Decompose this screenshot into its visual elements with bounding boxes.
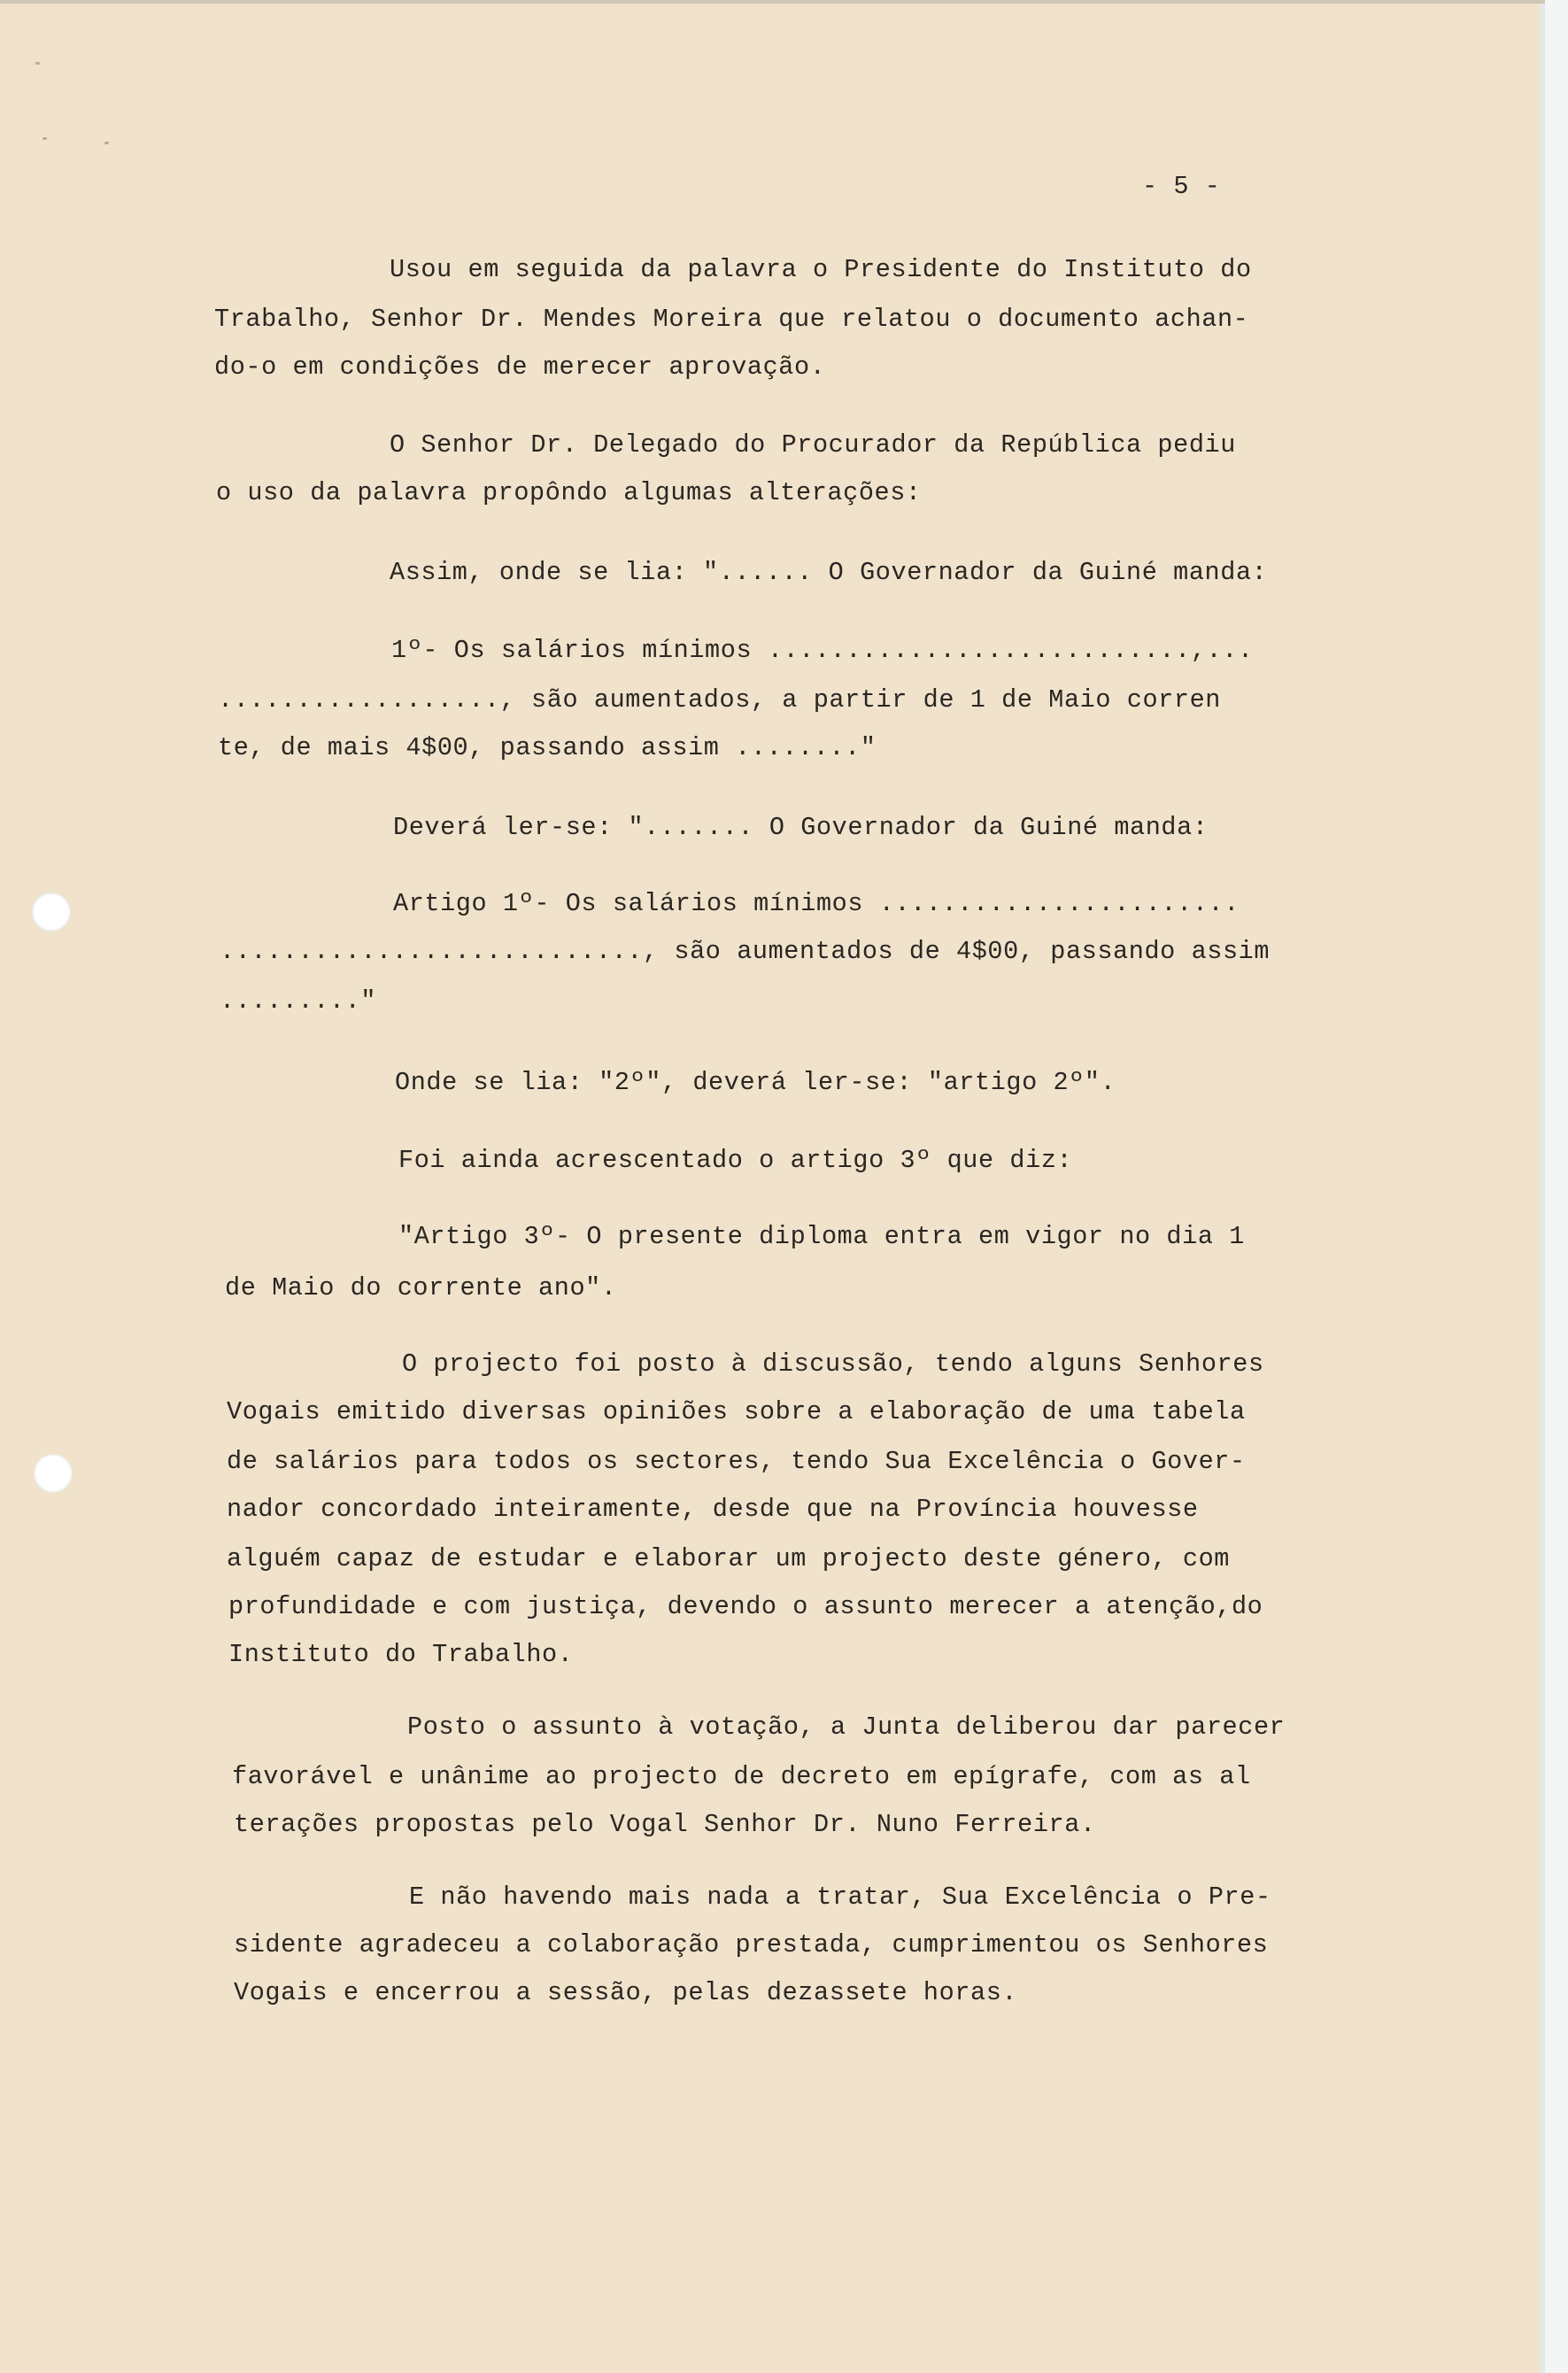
paragraph-1-line-3: do-o em condições de merecer aprovação.	[214, 352, 826, 382]
paragraph-2-line-2: o uso da palavra propôndo algumas alterações:	[216, 478, 922, 507]
paragraph-10-line-3: de salários para todos os sectores, tendo Sua Excelência o Gover-	[227, 1447, 1246, 1476]
scan-background-edge	[1545, 0, 1568, 2373]
paragraph-10-line-6: profundidade e com justiça, devendo o assunto merecer a atenção,do	[228, 1592, 1263, 1621]
paragraph-9-line-2: de Maio do corrente ano".	[225, 1273, 617, 1302]
paragraph-6-line-1: Artigo 1º- Os salários mínimos .......................	[393, 889, 1240, 918]
paragraph-10-line-2: Vogais emitido diversas opiniões sobre a elaboração de uma tabela	[227, 1397, 1246, 1426]
paragraph-5-line-1: Deverá ler-se: "....... O Governador da Guiné manda:	[393, 813, 1209, 842]
paragraph-6-line-3: ........."	[220, 986, 377, 1016]
paragraph-6-line-2: ..........................., são aumentados de 4$00, passando assim	[220, 937, 1271, 966]
page-number: - 5 -	[1142, 172, 1221, 201]
page-top-edge	[0, 0, 1545, 4]
paragraph-12-line-3: Vogais e encerrou a sessão, pelas dezassete horas.	[234, 1978, 1018, 2007]
paper-speck	[35, 62, 40, 65]
paragraph-1-line-2: Trabalho, Senhor Dr. Mendes Moreira que relatou o documento achan-	[214, 305, 1249, 334]
paragraph-10-line-4: nador concordado inteiramente, desde que na Província houvesse	[227, 1495, 1199, 1524]
paragraph-10-line-5: alguém capaz de estudar e elaborar um projecto deste género, com	[227, 1544, 1230, 1573]
paragraph-4-line-1: 1º- Os salários mínimos ...........................,...	[391, 636, 1254, 665]
paragraph-2-line-1: O Senhor Dr. Delegado do Procurador da República pediu	[390, 430, 1236, 460]
paper-speck	[42, 137, 47, 140]
paragraph-11-line-3: terações propostas pelo Vogal Senhor Dr. Nuno Ferreira.	[234, 1810, 1096, 1839]
paragraph-10-line-7: Instituto do Trabalho.	[228, 1640, 574, 1669]
paragraph-11-line-1: Posto o assunto à votação, a Junta deliberou dar parecer	[407, 1712, 1286, 1742]
punch-hole-upper	[32, 893, 71, 931]
paragraph-3-line-1: Assim, onde se lia: "...... O Governador da Guiné manda:	[390, 558, 1268, 587]
paragraph-12-line-2: sidente agradeceu a colaboração prestada, cumprimentou os Senhores	[234, 1930, 1269, 1959]
paragraph-10-line-1: O projecto foi posto à discussão, tendo alguns Senhores	[402, 1349, 1264, 1379]
paragraph-1-line-1: Usou em seguida da palavra o Presidente do Instituto do	[390, 255, 1252, 284]
paragraph-9-line-1: "Artigo 3º- O presente diploma entra em vigor no dia 1	[398, 1222, 1245, 1251]
paragraph-4-line-2: .................., são aumentados, a partir de 1 de Maio corren	[218, 685, 1221, 715]
paragraph-8-line-1: Foi ainda acrescentado o artigo 3º que diz:	[398, 1146, 1073, 1175]
paragraph-4-line-3: te, de mais 4$00, passando assim ........"	[218, 733, 877, 762]
paragraph-12-line-1: E não havendo mais nada a tratar, Sua Excelência o Pre-	[409, 1882, 1271, 1912]
paragraph-7-line-1: Onde se lia: "2º", deverá ler-se: "artigo 2º".	[395, 1068, 1116, 1097]
paragraph-11-line-2: favorável e unânime ao projecto de decreto em epígrafe, com as al	[232, 1762, 1251, 1791]
punch-hole-lower	[34, 1454, 73, 1493]
paper-speck	[104, 142, 109, 144]
